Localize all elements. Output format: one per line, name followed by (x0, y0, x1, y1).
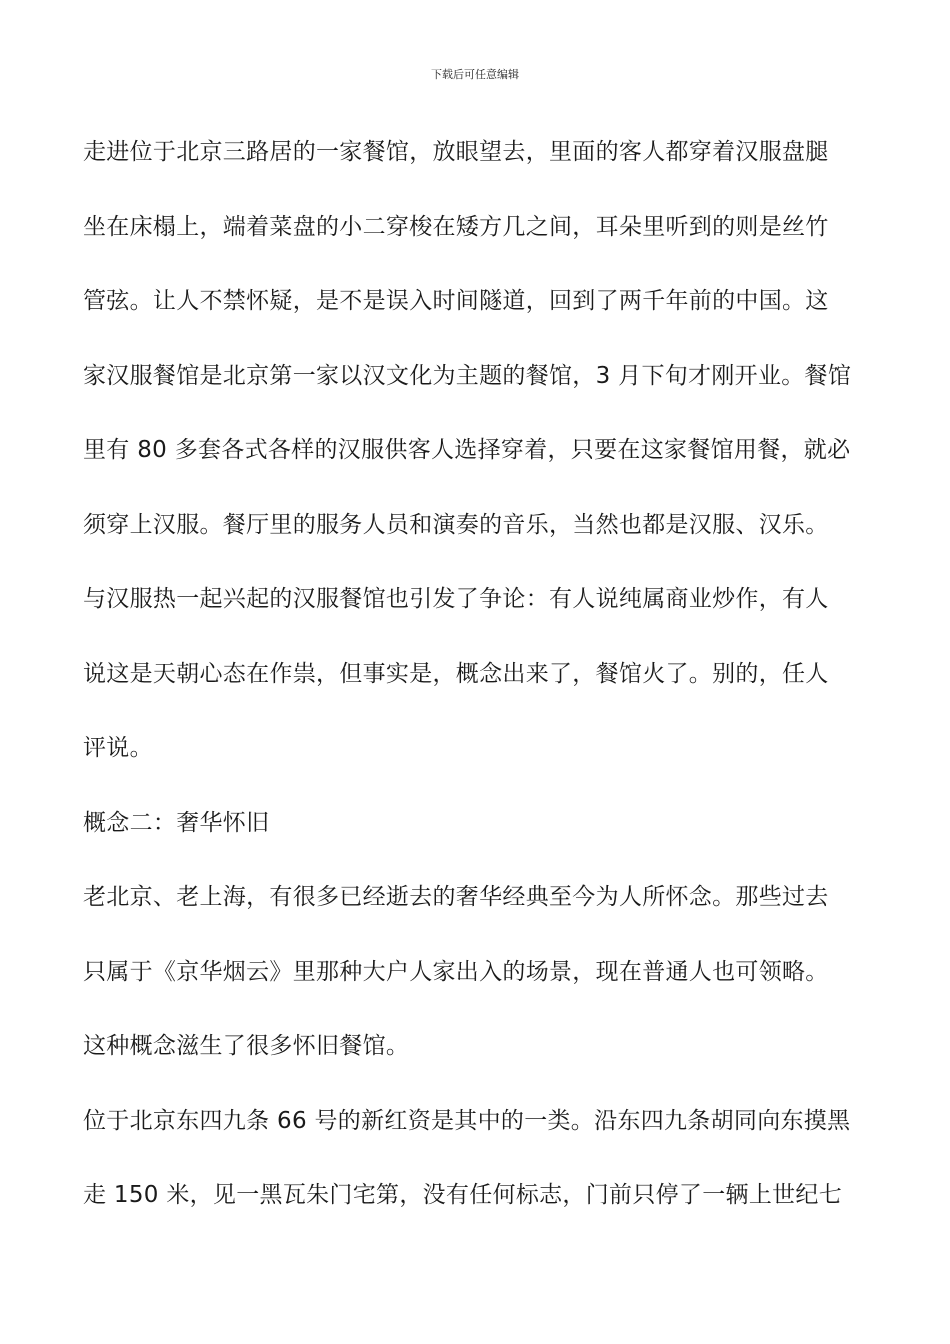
paragraph-luxury-nostalgia: 老北京、老上海，有很多已经逝去的奢华经典至今为人所怀念。那些过去 只属于《京华烟云》里那种大户人家出入的场景，现在普通人也可领略。 这种概念滋生了很多怀旧餐馆。 (83, 884, 829, 1059)
document-body (83, 115, 869, 1233)
paragraph-han-restaurant: 走进位于北京三路居的一家餐馆，放眼望去，里面的客人都穿着汉服盘腿 坐在床榻上，端着菜盘的小二穿梭在矮方几之间，耳朵里听到的则是丝竹 管弦。让人不禁怀疑，是不是误入时间隧道，回到了两千年前的中国。这 家汉服餐馆是北京第一家以汉文化为主题的餐馆，3 月下旬才刚开业。餐馆 里有 80 多套各式各样的汉服供客人选择穿着，只要在这家餐馆用餐，就必 须穿上汉服。餐厅里的服务人员和演奏的音乐，当然也都是汉服、汉乐。 与汉服热一起兴起的汉服餐馆也引发了争论：有人说纯属商业炒作，有人 说这是天朝心态在作祟，但事实是，概念出来了，餐馆火了。别的，任人 评说。 (83, 139, 852, 761)
section-heading-concept-two: 概念二：奢华怀旧 (83, 809, 270, 836)
paragraph-xinhongzi: 位于北京东四九条 66 号的新红资是其中的一类。沿东四九条胡同向东摸黑 走 150 米，见一黑瓦朱门宅第，没有任何标志，门前只停了一辆上世纪七 (83, 1107, 851, 1208)
page-header-note: 下载后可任意编辑 (431, 68, 519, 81)
